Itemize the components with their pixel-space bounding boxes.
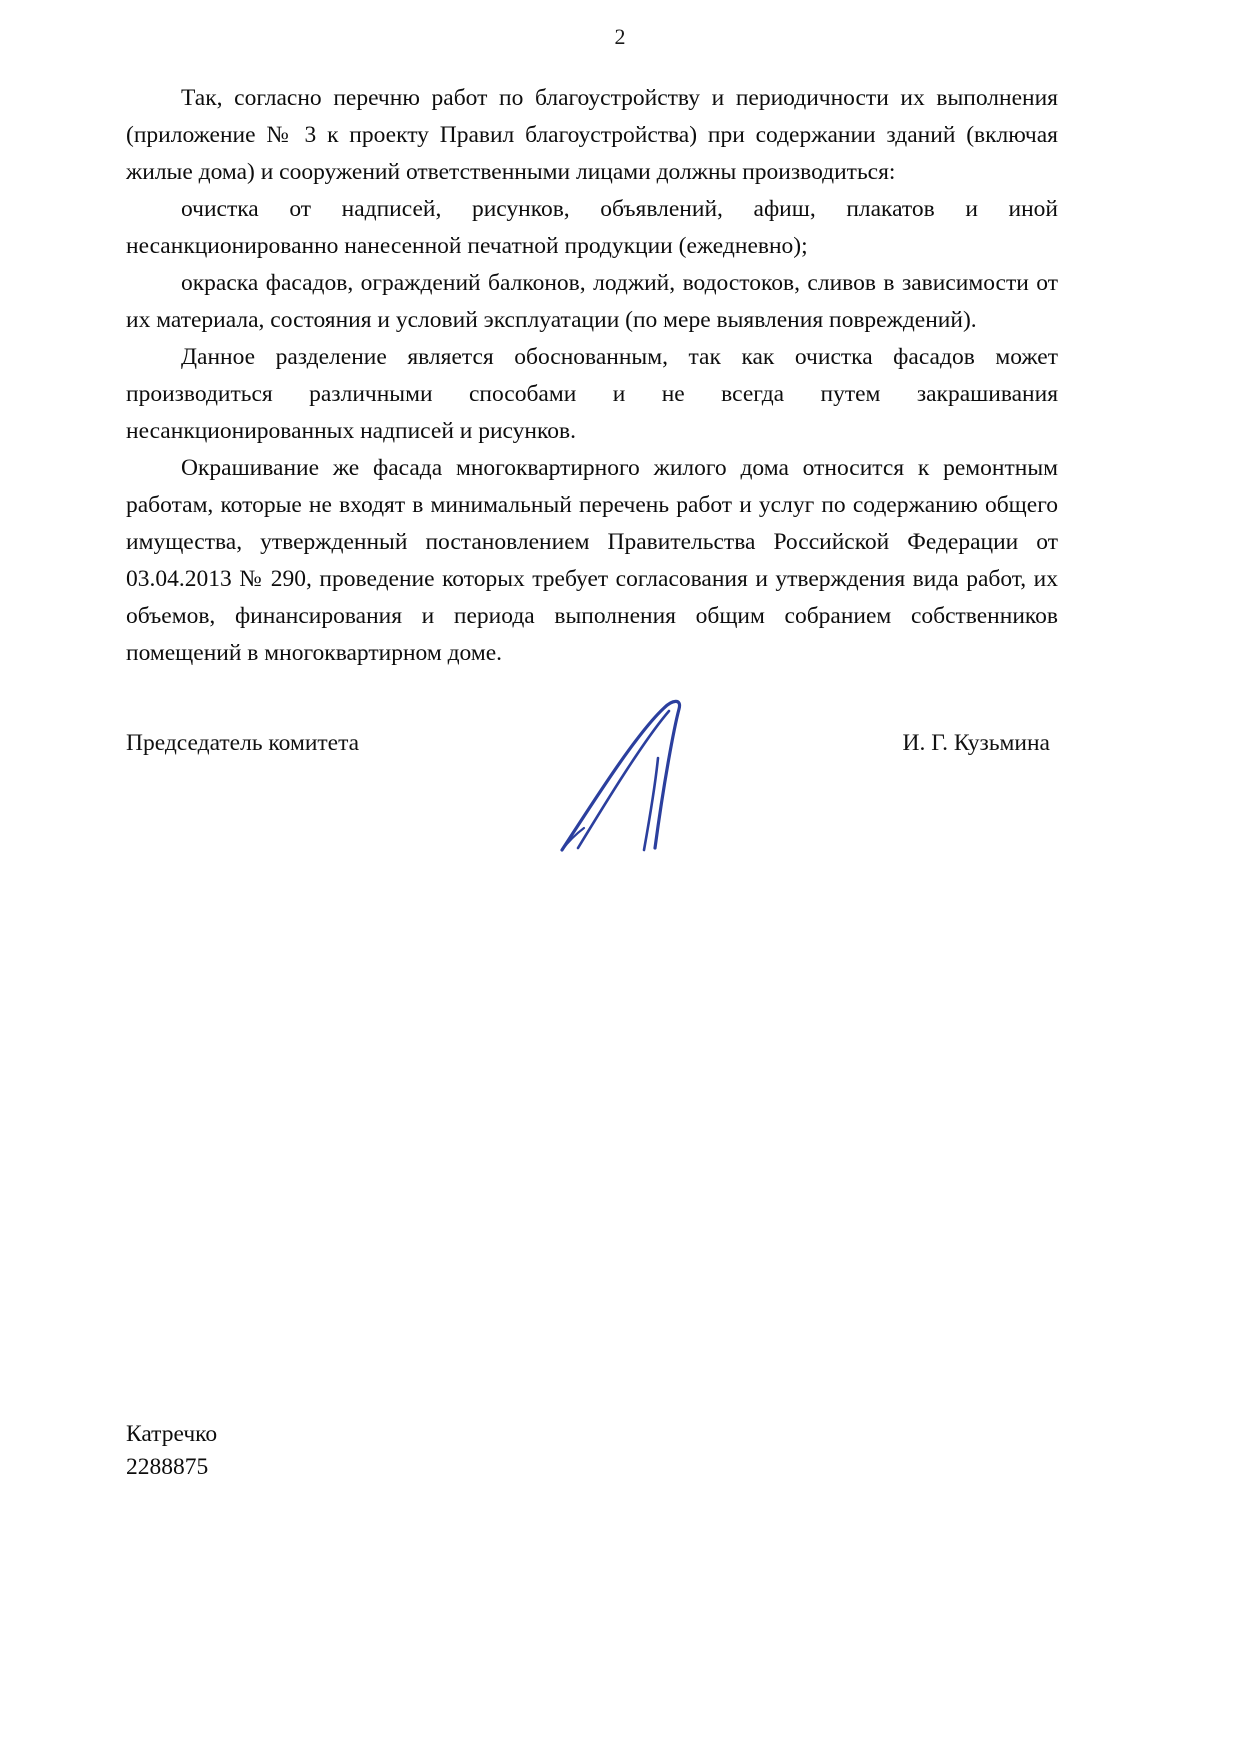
executor-phone: 2288875 — [126, 1454, 209, 1480]
handwritten-signature-icon — [554, 696, 734, 861]
paragraph-3: окраска фасадов, ограждений балконов, лоджий, водостоков, сливов в зависимости от их материала, состояния и условий эксплуатации (по мере выявления повреждений). — [126, 270, 1058, 333]
document-body — [126, 80, 1058, 672]
signer-title: Председатель комитета — [126, 730, 360, 756]
paragraph-1: Так, согласно перечню работ по благоустройству и периодичности их выполнения (приложение № 3 к проекту Правил благоустройства) при содержании зданий (включая жилые дома) и сооружений ответственными лицами должны производиться: — [126, 85, 1058, 185]
page-number: 2 — [614, 24, 626, 49]
signer-name: И. Г. Кузьмина — [902, 730, 1050, 756]
signature-block — [126, 718, 1058, 888]
paragraph-4: Данное разделение является обоснованным, так как очистка фасадов может производиться различными способами и не всегда путем закрашивания несанкционированных надписей и рисунков. — [126, 344, 1058, 444]
paragraph-2: очистка от надписей, рисунков, объявлений, афиш, плакатов и иной несанкционированно нанесенной печатной продукции (ежедневно); — [126, 196, 1058, 259]
paragraph-5: Окрашивание же фасада многоквартирного жилого дома относится к ремонтным работам, которые не входят в минимальный перечень работ и услуг по содержанию общего имущества, утвержденный постановлением Правительства Российской Федерации от 03.04.2013 № 290, проведение которых требует согласования и утверждения вида работ, их объемов, финансирования и периода выполнения общим собранием собственников помещений в многоквартирном доме. — [126, 455, 1058, 666]
executor-block — [126, 1418, 217, 1484]
executor-name: Катречко — [126, 1421, 218, 1447]
